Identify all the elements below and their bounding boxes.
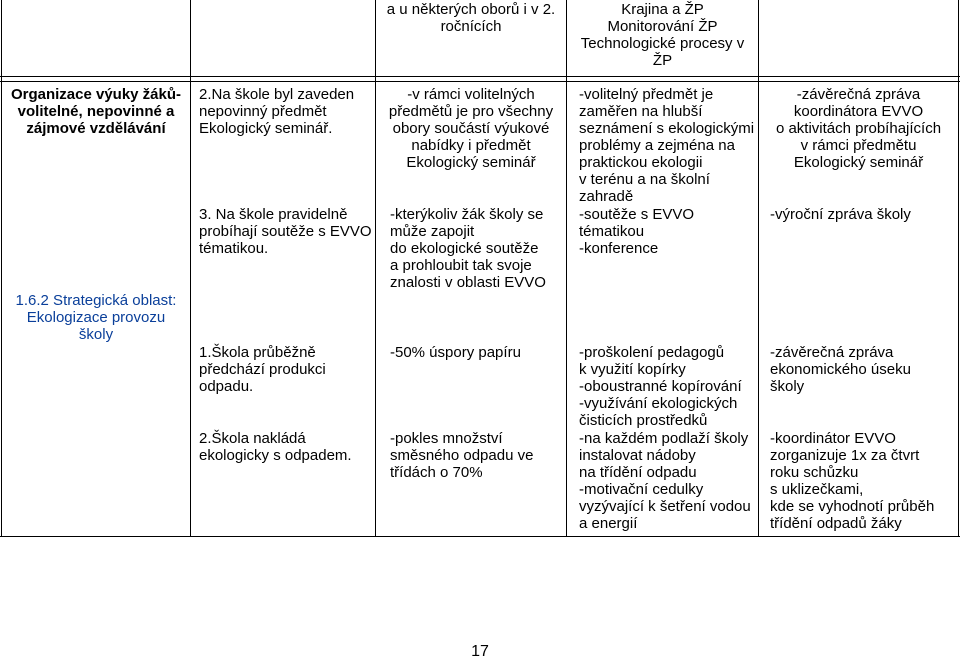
table-rule-right	[958, 0, 959, 537]
section-b-indicator-1: -50% úspory papíru	[390, 344, 521, 361]
section-a-indicator-3: -kterýkoliv žák školy se může zapojit do ekologické soutěže a prohloubit tak svoje znalosti v oblasti EVVO	[390, 206, 546, 291]
section-label-ekologizace: 1.6.2 Strategická oblast: Ekologizace provozu školy	[15, 292, 177, 343]
section-a-activity-3: -soutěže s EVVO tématikou -konference	[579, 206, 695, 257]
section-a-activity-2: -volitelný předmět je zaměřen na hlubší seznámení s ekologickými problémy a zejména na praktickou ekologii v terénu a na školní zahradě	[579, 86, 755, 205]
table-rule-left	[1, 0, 2, 537]
page-number: 17	[471, 643, 489, 660]
table-rule-bottom	[0, 536, 960, 537]
section-b-activity-2: -na každém podlaží školy instalovat nádoby na třídění odpadu -motivační cedulky vyzývající k šetření vodou a energií	[579, 430, 751, 532]
table-rule-top-row	[0, 76, 960, 77]
table-rule-col3	[375, 0, 376, 537]
section-b-activity-1: -proškolení pedagogů k využití kopírky -oboustranné kopírování -využívání ekologických čisticích prostředků	[579, 344, 742, 429]
top-row-col3-text: a u některých oborů i v 2. ročnících	[386, 1, 556, 35]
section-label-organizace: Organizace výuky žáků- volitelné, nepovinné a zájmové vzdělávání	[10, 86, 182, 137]
section-a-evaluation-2: -závěrečná zpráva koordinátora EVVO o aktivitách probíhajících v rámci předmětu Ekologický seminář	[775, 86, 942, 171]
section-b-evaluation-1: -závěrečná zpráva ekonomického úseku školy	[770, 344, 911, 395]
table-rule-col4	[566, 0, 567, 537]
table-rule-col2	[190, 0, 191, 537]
section-b-indicator-2: -pokles množství směsného odpadu ve třídách o 70%	[390, 430, 534, 481]
section-a-goal-2: 2.Na škole byl zaveden nepovinný předmět Ekologický seminář.	[199, 86, 355, 137]
top-row-col4-text: Krajina a ŽP Monitorování ŽP Technologické procesy v ŽP	[580, 1, 745, 69]
section-a-evaluation-3: -výroční zpráva školy	[770, 206, 911, 223]
section-a-goal-3: 3. Na škole pravidelně probíhají soutěže s EVVO tématikou.	[199, 206, 372, 257]
section-b-goal-2: 2.Škola nakládá ekologicky s odpadem.	[199, 430, 352, 464]
section-b-evaluation-2: -koordinátor EVVO zorganizuje 1x za čtvrt roku schůzku s uklizečkami, kde se vyhodnotí průběh třídění odpadů žáky	[770, 430, 935, 532]
section-a-indicator-2: -v rámci volitelných předmětů je pro všechny obory součástí výukové nabídky i předmět Ekologický seminář	[388, 86, 554, 171]
section-b-goal-1: 1.Škola průběžně předchází produkci odpadu.	[199, 344, 326, 395]
table-rule-header-bottom	[0, 81, 960, 82]
table-rule-col5	[758, 0, 759, 537]
